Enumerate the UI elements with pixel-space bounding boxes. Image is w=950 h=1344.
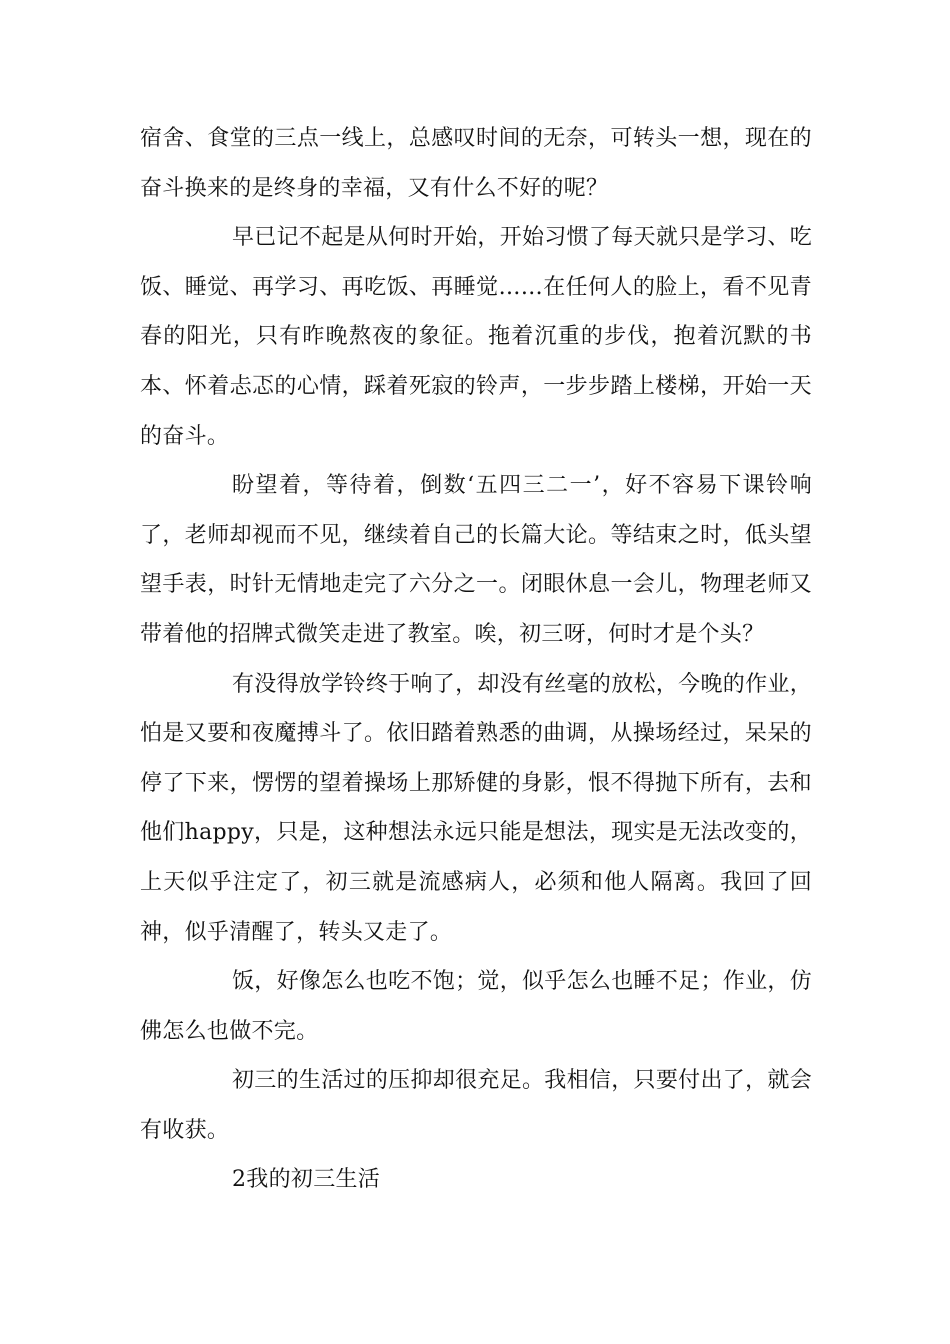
document-body — [140, 114, 812, 1205]
paragraph: 饭，好像怎么也吃不饱；觉，似乎怎么也睡不足；作业，仿佛怎么也做不完。 — [140, 969, 812, 1044]
paragraph: 盼望着，等待着，倒数‘五四三二一’，好不容易下课铃响了，老师却视而不见，继续着自己的长篇大论。等结束之时，低头望望手表，时针无情地走完了六分之一。闭眼休息一会儿，物理老师又带着他的招牌式微笑走进了教室。唉，初三呀，何时才是个头？ — [140, 473, 812, 647]
paragraph: 有没得放学铃终于响了，却没有丝毫的放松，今晚的作业，怕是又要和夜魔搏斗了。依旧踏着熟悉的曲调，从操场经过，呆呆的停了下来，愣愣的望着操场上那矫健的身影，恨不得抛下所有，去和他们happy，只是，这种想法永远只能是想法，现实是无法改变的，上天似乎注定了，初三就是流感病人，必须和他人隔离。我回了回神，似乎清醒了，转头又走了。 — [140, 671, 812, 945]
paragraph: 早已记不起是从何时开始，开始习惯了每天就只是学习、吃饭、睡觉、再学习、再吃饭、再睡觉……在任何人的脸上，看不见青春的阳光，只有昨晚熬夜的象征。拖着沉重的步伐，抱着沉默的书本、怀着忐忑的心情，踩着死寂的铃声，一步步踏上楼梯，开始一天的奋斗。 — [140, 225, 812, 449]
paragraph: 初三的生活过的压抑却很充足。我相信，只要付出了，就会有收获。 — [140, 1068, 812, 1143]
paragraph-continued: 宿舍、食堂的三点一线上，总感叹时间的无奈，可转头一想，现在的奋斗换来的是终身的幸福，又有什么不好的呢？ — [140, 126, 812, 201]
section-heading: 2我的初三生活 — [232, 1167, 381, 1193]
